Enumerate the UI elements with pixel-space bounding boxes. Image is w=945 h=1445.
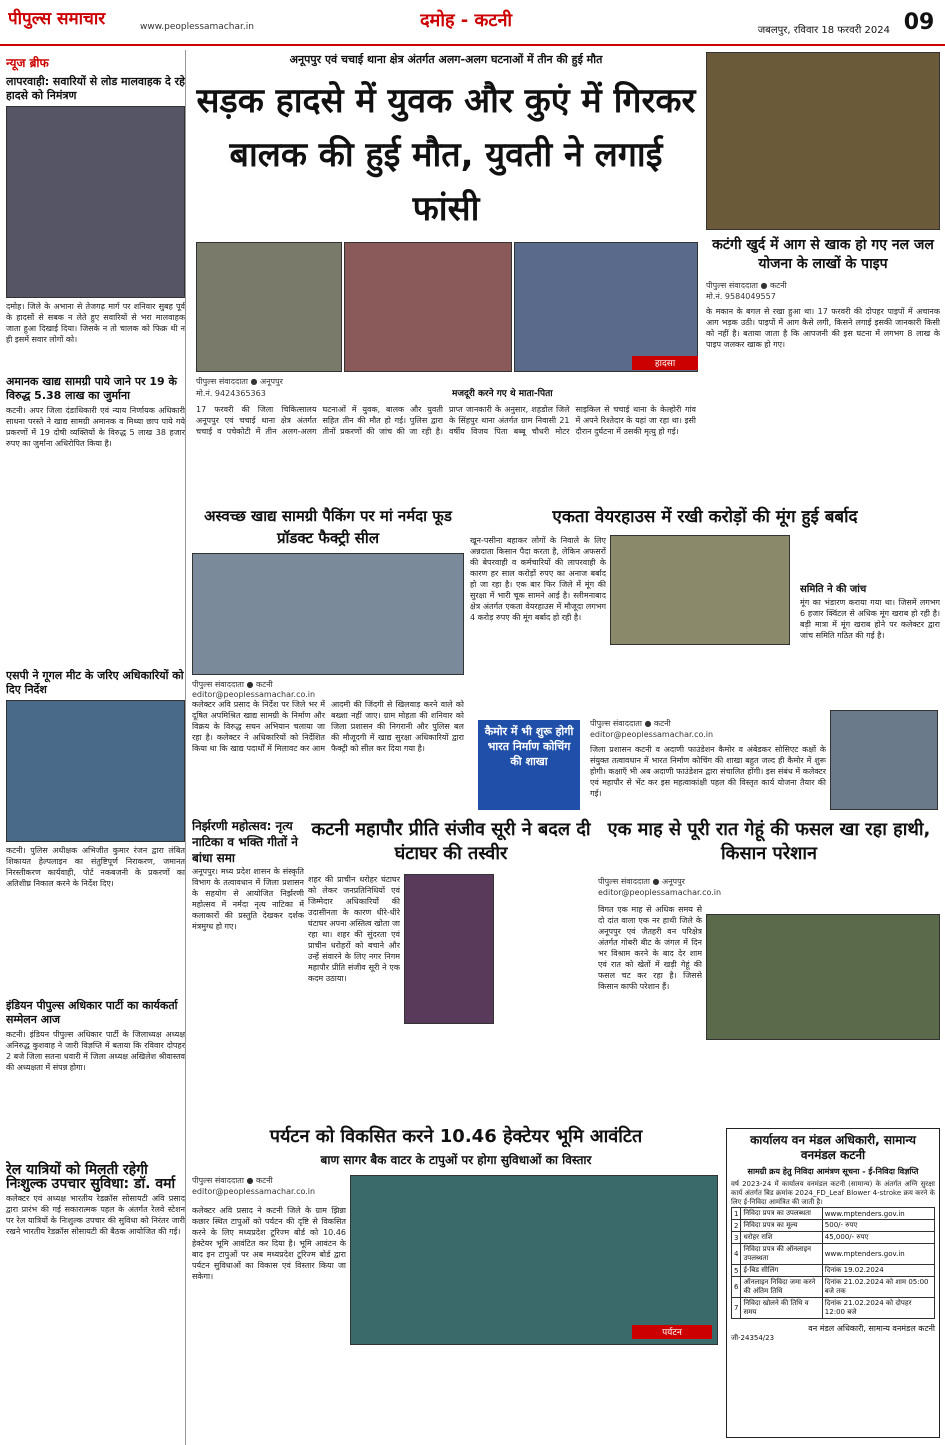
tender-title: कार्यालय वन मंडल अधिकारी, सामान्य वनमंडल कटनी [750, 1133, 916, 1162]
page-number: 09 [903, 10, 935, 35]
truck-photo [6, 106, 185, 298]
cell[interactable]: www.mptenders.gov.in [822, 1244, 934, 1265]
festival-body: अनूपपुर। मध्य प्रदेश शासन के संस्कृति विभाग के तत्वावधान में जिला प्रशासन के सहयोग से आयोजित निर्झरणी महोत्सव में नर्मदा नृत्य नाटिका में कलाकारों की प्रस्तुति देखकर दर्शक मंत्रमुग्ध हो गए। [192, 867, 304, 931]
table-row [732, 1232, 935, 1244]
table-row [732, 1298, 935, 1319]
brief-body: दमोह। जिले के अभाना से तेजगढ़ मार्ग पर शनिवार सुबह पूर्व के हादसों से सबक न लेते हुए सवारियों से भरा मालवाहक जाता हुआ दिखाई दिया। जिसके न तो चालक को फिक्र थी न ही इसमें सवार लोगों को। [6, 302, 185, 344]
cell: निविदा प्रपत्र का उपलब्धता [741, 1208, 822, 1220]
accident-label: हादसा [632, 356, 698, 370]
brief-body: कटनी। इंडियन पीपुल्स अधिकार पार्टी के जिलाध्यक्ष अध्यक्ष अनिरुद्ध कुशवाह ने जारी विज्ञप्ति में बताया कि रविवार दोपहर 2 बजे जिला सतना धवारी में जिला अध्यक्ष अखिलेश श्रीवास्तव की अध्यक्षता में संपन्न होगा। [6, 1030, 185, 1072]
factory-email: editor@peoplessamachar.co.in [192, 690, 316, 699]
clocktower-body: शहर की प्राचीन धरोहर घंटाघर को लेकर जनप्रतिनिधियों एवं जिम्मेदार अधिकारियों की उदासीनता के कारण धीरे-धीरे घंटाघर अपना अस्तित्व खोता जा रहा था। शहर की सुंदरता एवं प्राचीन धरोहरों को बचाने और उन्हें संवारने के लिए नगर निगम महापौर प्रीति संजीव सूरी ने एक कदम उठाया। [308, 875, 400, 983]
railway-body: कलेक्टर एवं अध्यक्ष भारतीय रेडक्रॉस सोसायटी अवि प्रसाद द्वारा प्रारंभ की गई सकारात्मक पहल के अंतर्गत रेलवे स्टेशन पर रेल यात्रियों के निःशुल्क उपचार की सुविधा को निरंतर जारी रखने भारतीय रेडक्रॉस सोसायटी की बैठक आयोजित की गई। [6, 1194, 185, 1236]
tourism-credit: पीपुल्स संवाददाता ● कटनी [192, 1176, 273, 1185]
tender-signature: वन मंडल अधिकारी, सामान्य वनमंडल कटनी [808, 1324, 935, 1333]
festival-headline[interactable]: निर्झरणी महोत्सव: नृत्य नाटिका व भक्ति गीतों ने बांधा समा [192, 819, 298, 865]
cell[interactable]: www.mptenders.gov.in [822, 1208, 934, 1220]
island-photo [350, 1175, 718, 1345]
tourism-subhead: बाण सागर बैक वाटर के टापुओं पर होगा सुविधाओं का विस्तार [320, 1153, 592, 1167]
site-url[interactable]: www.peoplessamachar.in [140, 22, 254, 32]
cell: 5 [732, 1265, 741, 1277]
coaching-story [470, 700, 940, 814]
brand-logo: पीपुल्स समाचार [8, 9, 106, 29]
tourism-email: editor@peoplessamachar.co.in [192, 1187, 316, 1196]
fire-mobile: मो.नं. 9584049557 [706, 292, 776, 301]
meeting-photo [6, 700, 185, 842]
clocktower-headline[interactable]: कटनी महापौर प्रीति संजीव सूरी ने बदल दी घंटाघर की तस्वीर [311, 819, 591, 864]
fire-story [706, 52, 940, 504]
fire-body: के मकान के बगल से रखा हुआ था। 17 फरवरी की दोपहर पाइपों में अचानक आग भड़क उठी। पाइपों में आग कैसे लगी, किसने लगाई इसकी जानकारी किसी को नहीं है। बताया जाता है कि आपजनी की इस घटना में लगभग 8 लाख के पाइप जलकर खाक हो गए। [706, 307, 940, 349]
elephant-story [598, 818, 940, 1118]
cell: निविदा प्रपत्र का मूल्य [741, 1220, 822, 1232]
lead-story [192, 52, 700, 572]
coaching-box[interactable]: कैमोर में भी शुरू होगी भारत निर्माण कोचिंग की शाखा [478, 720, 580, 810]
moong-story [470, 505, 940, 695]
issue-date: जबलपुर, रविवार 18 फरवरी 2024 [757, 25, 890, 36]
factory-story [192, 505, 464, 815]
coaching-body: जिला प्रशासन कटनी व अदाणी फाउंडेशन कैमोर व अंबेडकर सोसिएट कक्षों के संयुक्त तत्वावधान में भारत निर्माण कोचिंग की शाखा बहुत जल्द ही कैमोर में शुरू होगी। कक्षाएँ भी अब अदाणी फाउंडेशन द्वारा संचालित होंगी। इस संबंध में कलेक्टर एवं महापौर से भेंट कर इस महत्वाकांक्षी पहल की विस्तृत कार्य योजना तैयार की गई। [590, 745, 826, 798]
brief-body: कटनी। पुलिस अधीक्षक अभिजीत कुमार रंजन द्वारा लंबित शिकायत हेल्पलाइन का संतुष्टिपूर्ण निराकरण, जमानत निरस्तीकरण कार्यवाही, पोर्ट नकबजनी के प्रकरणों का अतिशीघ्र निकाल करने के निर्देश दिए। [6, 846, 185, 888]
fire-credit: पीपुल्स संवाददाता ● कटनी [706, 281, 787, 290]
coaching-credit: पीपुल्स संवाददाता ● कटनी [590, 719, 671, 728]
brief-headline[interactable]: लापरवाही: सवारियों से लोड मालवाहक दे रहे हादसे को निमंत्रण [6, 75, 186, 102]
officials-photo [192, 553, 464, 675]
news-brief-column [6, 50, 186, 1445]
lead-body: 17 फरवरी की जिला चिकित्सालय अनूपपुर एवं चचाई थाना क्षेत्र अंतर्गत चचाई व पचेकोटी में तीन अलग-अलग घटनाओं में युवक, बालक और युवती सहित तीन की मौत हो गई। पुलिस द्वारा तीनों प्रकरणों की जांच की जा रही है। प्राप्त जानकारी के अनुसार, शहडोल जिले के सिंहपुर थाना अंतर्गत ग्राम निवासी 21 वर्षीय विजय पिता बब्बू चौधरी मोटर साइकिल से चचाई थाना के केल्होरी गांव में अपने रिश्तेदार के यहां जा रहा था। इसी दौरान दुर्घटना में उसकी मृत्यु हो गई। [196, 405, 696, 436]
factory-body: कलेक्टर अवि प्रसाद के निर्देश पर जिले भर में दूषित अपमिश्रित खाद्य सामग्री के निर्माण और विक्रय के विरुद्ध सघन अभियान चलाया जा रहा है। कलेक्टर ने अधिकारियों को निर्देशित किया था कि खाद्य पदार्थों में मिलावट कर आम आदमी की जिंदगी से खिलवाड़ करने वाले को बख्शा नहीं जाए। ग्राम मोहता की शनिवार को जिला प्रशासन की निगरानी और पुलिस बल की मौजूदगी में खाद्य सुरक्षा अधिकारियों द्वारा फैक्ट्री को सील कर दिया गया है। [192, 700, 464, 753]
elephant-body: विगत एक माह से अधिक समय से दो दांत वाला एक नर हाथी जिले के अनूपपुर एवं जैतहरी वन परिक्षेत्र अंतर्गत गोबरी बीट के जंगल में दिन भर विश्राम करने के बाद देर शाम एवं रात को खेतों में खड़ी गेहूं की फसल चट कर रहा है। जिससे किसान काफी परेशान हैं। [598, 905, 702, 991]
table-row [732, 1208, 935, 1220]
brief-title: न्यूज ब्रीफ [6, 56, 49, 70]
accident-photo [196, 242, 342, 372]
coaching-photo [830, 710, 938, 810]
cell: निविदा प्रपत्र की ऑनलाइन उपलब्धता [741, 1244, 822, 1265]
cell: 500/- रुपए [822, 1220, 934, 1232]
moong-box-body: मूंग का भंडारण कराया गया था। जिसमें लगभग 6 हजार क्विंटल से अधिक मूंग खराब हो रही है। बड़ी मात्रा में मूंग खराब होने पर कलेक्टर द्वारा जांच समिति गठित की गई है। [800, 598, 940, 640]
section-title: दमोह - कटनी [420, 10, 513, 31]
tourism-body: कलेक्टर अवि प्रसाद ने कटनी जिले के ग्राम झिन्ना कछार स्थित टापुओं को पर्यटन की दृष्टि से विकसित करने के लिए मध्यप्रदेश टूरिज्म बोर्ड को 10.46 हेक्टेयर भूमि आवंटित कर दिया है। भूमि आवंटन के बाद इन टापुओं पर अब मध्यप्रदेश टूरिज्म बोर्ड द्वारा पर्यटन सुविधाओं का विकास एवं विस्तार किया जा सकेगा। [192, 1206, 346, 1281]
factory-headline[interactable]: अस्वच्छ खाद्य सामग्री पैकिंग पर मां नर्मदा फूड प्रॉडक्ट फैक्ट्री सील [204, 507, 452, 547]
elephant-email: editor@peoplessamachar.co.in [598, 888, 722, 897]
cell: 4 [732, 1244, 741, 1265]
warehouse-photo [610, 535, 790, 645]
elephant-photo [706, 914, 940, 1040]
brief-headline[interactable]: एसपी ने गूगल मीट के जरिए अधिकारियों को दिए निर्देश [6, 669, 184, 696]
cell: धरोहर राशि [741, 1232, 822, 1244]
body-photo [514, 242, 698, 372]
moong-body: खून-पसीना बहाकर लोगों के निवाले के लिए अन्नदाता किसान पैदा करता है, लेकिन अफसरों की बेपरवाही व कर्मचारियों की लापरवाही के कारण हर साल करोड़ों रुपए का अनाज बर्बाद हो जा रहा है। एक बार फिर जिले में मूंग की सुरक्षा में भारी चूक सामने आई है। स्लीमनाबाद क्षेत्र अंतर्गत एकता वेयरहाउस में मौजूदा लगभग 4 करोड़ रुपए की मूंग बर्बाद हो रही है। [470, 536, 606, 622]
cell: दिनांक 21.02.2024 को दोपहर 12:00 बजे [822, 1298, 934, 1319]
brief-body: कटनी। अपर जिला दंडाधिकारी एवं न्याय निर्णायक अधिकारी साधना परस्ते ने खाद्य सामग्री अमानक व मिथ्या छाप पाये गये प्रकरणों में 19 दोषी व्यक्तियों के विरुद्ध 5 लाख 38 हजार रुपए का जुर्माना अधिरोपित किया है। [6, 406, 185, 448]
table-row [732, 1265, 935, 1277]
clocktower-story [308, 818, 594, 1118]
tender-notice [726, 1128, 940, 1438]
cell: 45,000/- रुपए [822, 1232, 934, 1244]
table-row [732, 1277, 935, 1298]
masthead [0, 0, 945, 46]
lead-subhead: मजदूरी करने गए थे माता-पिता [452, 389, 553, 399]
tourism-label: पर्यटन [632, 1325, 712, 1339]
tourism-story [192, 1125, 720, 1445]
cell: 6 [732, 1277, 741, 1298]
lead-credit: पीपुल्स संवाददाता ● अनूपपुर [196, 377, 283, 386]
festival-story [192, 818, 304, 1118]
cell: 2 [732, 1220, 741, 1232]
table-row [732, 1244, 935, 1265]
elephant-headline[interactable]: एक माह से पूरी रात गेहूं की फसल खा रहा हाथी, किसान परेशान [607, 819, 931, 864]
tourism-headline[interactable]: पर्यटन को विकसित करने 10.46 हेक्टेयर भूमि आवंटित [269, 1126, 643, 1147]
fire-headline[interactable]: कटंगी खुर्द में आग से खाक हो गए नल जल योजना के लाखों के पाइप [712, 237, 934, 272]
fire-photo [706, 52, 940, 230]
tender-body: वर्ष 2023-24 में कार्यालय वनमंडल कटनी (सामान्य) के अंतर्गत अग्नि सुरक्षा कार्य अंतर्गत बिड क्रमांक 2024_FD_Leaf Blower 4-stroke क्रय करने के लिए ई-निविदा आमंत्रित की जाती है। [731, 1180, 935, 1206]
elephant-credit: पीपुल्स संवाददाता ● अनूपपुर [598, 877, 685, 886]
cell: निविदा खोलने की तिथि व समय [741, 1298, 822, 1319]
tender-subtitle: सामग्री क्रय हेतु निविदा आमंत्रण सूचना - ई-निविदा विज्ञप्ति [747, 1167, 919, 1176]
factory-credit: पीपुल्स संवाददाता ● कटनी [192, 680, 273, 689]
lead-kicker: अनूपपुर एवं चचाई थाना क्षेत्र अंतर्गत अलग-अलग घटनाओं में तीन की हुई मौत [289, 53, 603, 66]
cell: ई-बिड सीलिंग [741, 1265, 822, 1277]
moong-box-head: समिति ने की जांच [800, 584, 867, 595]
table-row [732, 1220, 935, 1232]
railway-headline[interactable]: रेल यात्रियों को मिलती रहेगी निःशुल्क उपचार सुविधा: डॉ. वर्मा [6, 1162, 176, 1192]
tender-table [731, 1207, 935, 1319]
clocktower-photo [404, 874, 494, 1024]
lead-mobile: मो.नं. 9424365363 [196, 389, 266, 398]
coaching-email: editor@peoplessamachar.co.in [590, 730, 714, 739]
cell: 3 [732, 1232, 741, 1244]
cell: दिनांक 21.02.2024 को शाम 05:00 बजे तक [822, 1277, 934, 1298]
brief-headline[interactable]: अमानक खाद्य सामग्री पाये जाने पर 19 के विरुद्ध 5.38 लाख का जुर्माना [6, 375, 177, 402]
cell: 7 [732, 1298, 741, 1319]
victim-photo [344, 242, 512, 372]
cell: ऑनलाइन निविदा जमा करने की अंतिम तिथि [741, 1277, 822, 1298]
brief-headline[interactable]: इंडियन पीपुल्स अधिकार पार्टी का कार्यकर्ता सम्मेलन आज [6, 999, 178, 1026]
lead-headline[interactable]: सड़क हादसे में युवक और कुएं में गिरकर बालक की हुई मौत, युवती ने लगाई फांसी [196, 81, 696, 229]
cell: 1 [732, 1208, 741, 1220]
moong-headline[interactable]: एकता वेयरहाउस में रखी करोड़ों की मूंग हुई बर्बाद [552, 507, 858, 527]
cell: दिनांक 19.02.2024 [822, 1265, 934, 1277]
tender-code: जी-24354/23 [731, 1334, 775, 1342]
